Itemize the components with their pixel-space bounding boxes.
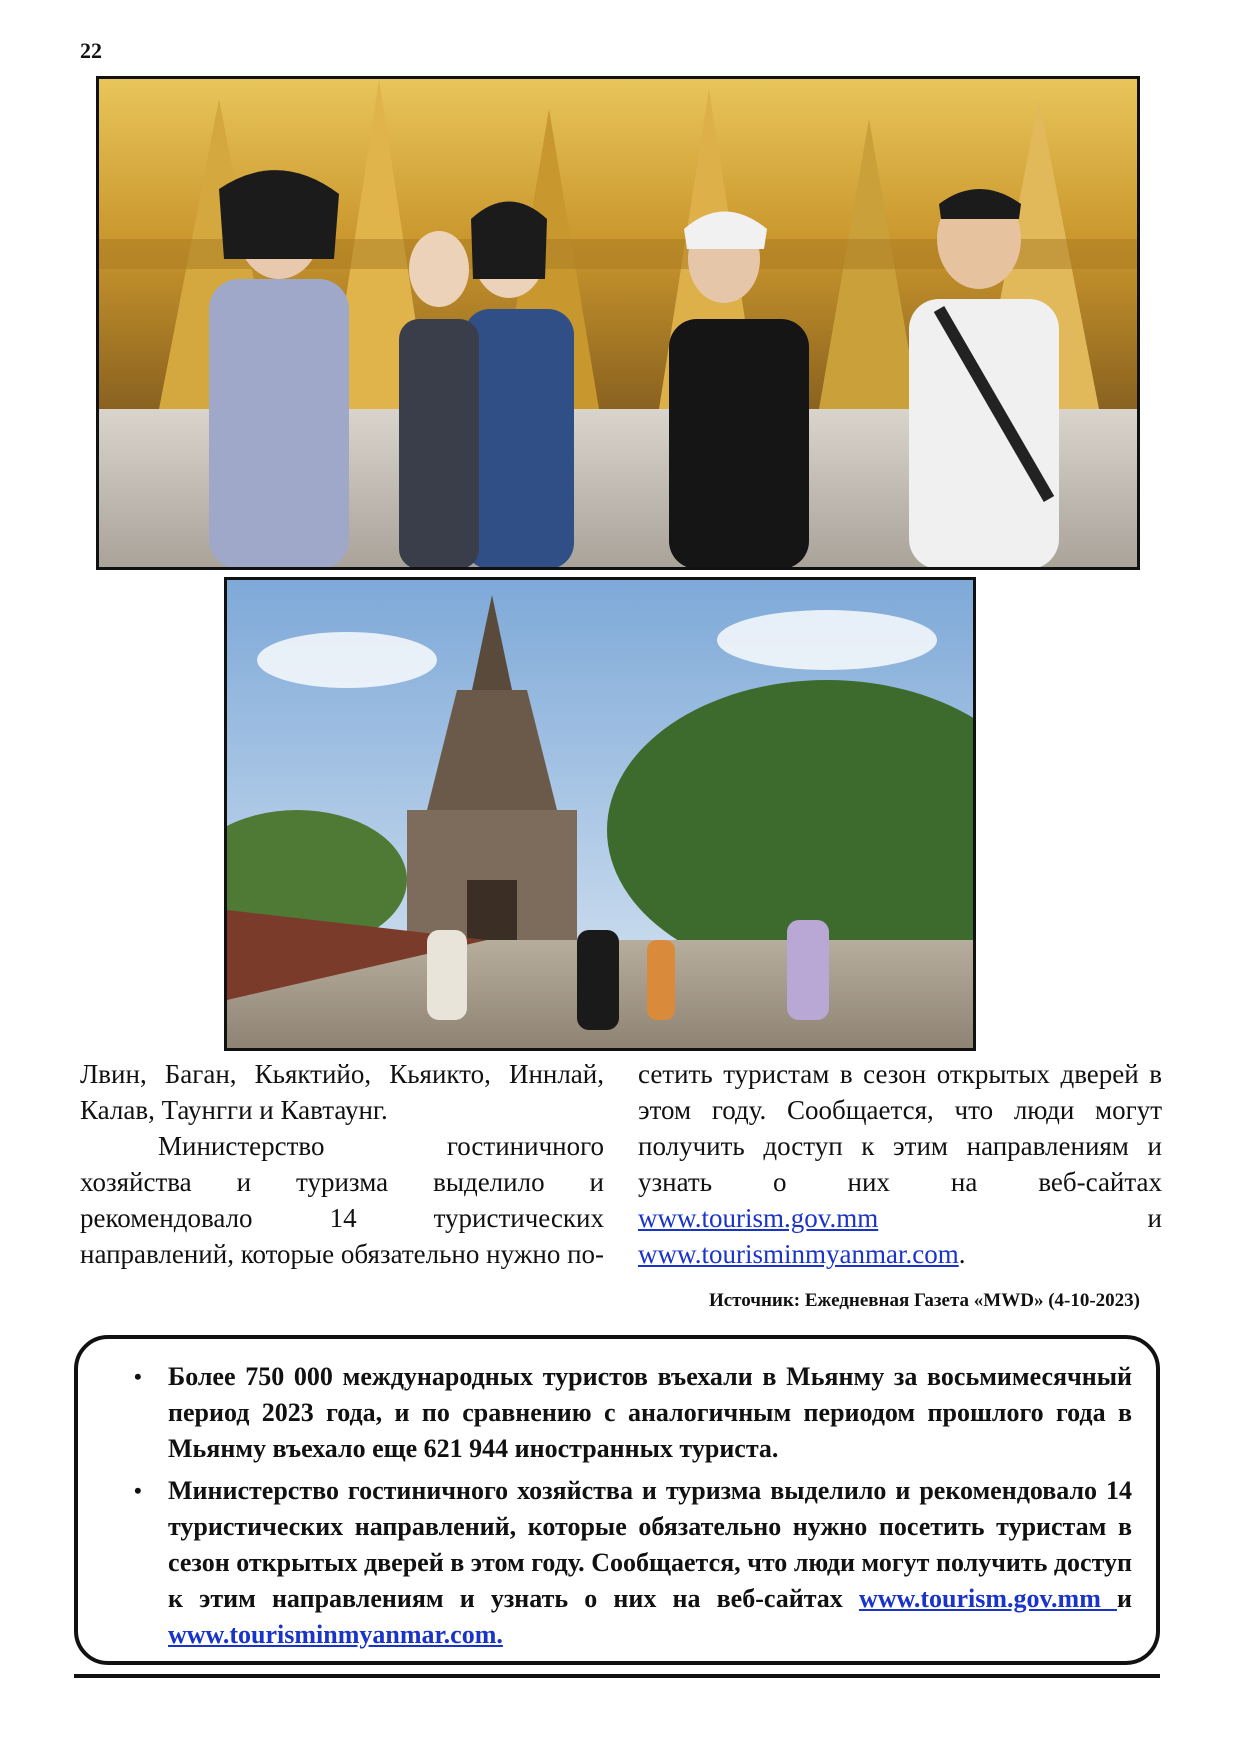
summary-conjunction: и [1117,1584,1132,1613]
tourisminmyanmar-link[interactable]: www.tourisminmyanmar.com. [168,1620,503,1649]
article-right-column [638,1056,1162,1272]
bullet-icon: • [134,1478,142,1503]
summary-item-text: Более 750 000 международных туристов въехали в Мьянму за восьмимесячный период 2023 года, и по сравнению с аналогичным периодом прошлого года в Мьянму въехало еще 621 944 иностранных туриста. [168,1362,1132,1463]
summary-box [74,1335,1160,1665]
tourisminmyanmar-link[interactable]: www.tourisminmyanmar.com [638,1239,959,1269]
summary-item [134,1359,1132,1467]
summary-item-text: Министерство гостиничного хозяйства и туризма выделило и рекомендовало 14 туристических направлений, которые обязательно нужно посетить туристам в сезон открытых дверей в этом году. Сообщается, что люди могут получить доступ к этим направлениям и узнать о них на веб-сайтах [168,1476,1132,1613]
bullet-icon: • [134,1364,142,1389]
photo-bagan-temple [224,577,976,1051]
summary-list [136,1359,1132,1653]
article-period: . [958,1239,966,1269]
source-citation: Источник: Ежедневная Газета «MWD» (4-10-2023) [708,1290,1140,1311]
article-left-column [80,1056,604,1272]
photo-tourists-at-golden-pagoda [96,76,1140,570]
article-paragraph: Лвин, Баган, Кьяктийо, Кьяикто, Иннлай, Калав, Таунгги и Кавтаунг. [80,1059,604,1125]
tourism-gov-link[interactable]: www.tourism.gov.mm [638,1203,879,1233]
article-conjunction: и [1147,1203,1162,1233]
bottom-divider [74,1674,1160,1678]
article-paragraph: Министерство гостиничного хозяйства и туризма выделило и рекомендовало 14 туристических направлений, которые обязательно нужно по- [80,1131,605,1269]
page-number: 22 [80,38,102,63]
article-paragraph [638,1056,1162,1272]
tourism-gov-link[interactable]: www.tourism.gov.mm [858,1584,1118,1613]
article-text: сетить туристам в сезон открытых дверей в этом году. Сообщается, что люди могут получить доступ к этим направлениям и узнать о них на веб-сайтах [638,1059,1162,1197]
summary-item [134,1473,1132,1653]
